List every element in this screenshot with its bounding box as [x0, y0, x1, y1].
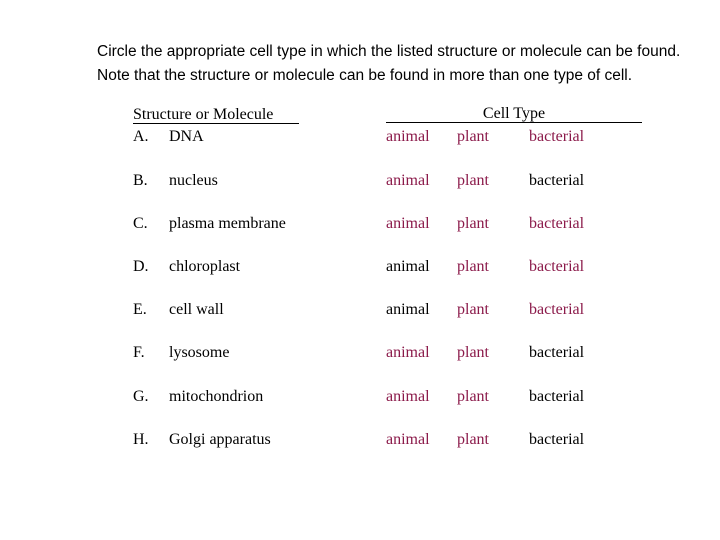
structure-name: Golgi apparatus: [169, 431, 271, 448]
row-letter: A.: [133, 128, 149, 145]
option-animal[interactable]: animal: [386, 128, 430, 145]
table-row-f: [0, 342, 720, 364]
structure-name: lysosome: [169, 344, 230, 361]
option-animal[interactable]: animal: [386, 258, 430, 275]
row-letter: D.: [133, 258, 149, 275]
cell-type-column-header: Cell Type: [386, 106, 642, 123]
structure-name: DNA: [169, 128, 204, 145]
table-row-d: [0, 256, 720, 278]
option-animal[interactable]: animal: [386, 301, 430, 318]
instruction-line-2: Note that the structure or molecule can be found in more than one type of cell.: [97, 67, 633, 84]
structure-name: plasma membrane: [169, 215, 286, 232]
row-letter: C.: [133, 215, 148, 232]
option-plant[interactable]: plant: [457, 344, 489, 361]
option-plant[interactable]: plant: [457, 172, 489, 189]
option-animal[interactable]: animal: [386, 344, 430, 361]
table-row-g: [0, 386, 720, 408]
table-row-h: [0, 429, 720, 451]
row-letter: H.: [133, 431, 149, 448]
table-row-e: [0, 299, 720, 321]
row-letter: F.: [133, 344, 145, 361]
option-plant[interactable]: plant: [457, 431, 489, 448]
option-animal[interactable]: animal: [386, 215, 430, 232]
table-row-a: [0, 126, 720, 148]
option-animal[interactable]: animal: [386, 431, 430, 448]
structure-header-label: Structure or Molecule: [133, 107, 299, 124]
instruction-line-1: Circle the appropriate cell type in which the listed structure or molecule can be found.: [97, 43, 681, 60]
option-plant[interactable]: plant: [457, 215, 489, 232]
instructions: [97, 40, 717, 88]
option-bacterial[interactable]: bacterial: [529, 128, 585, 145]
option-bacterial[interactable]: bacterial: [529, 301, 585, 318]
option-plant[interactable]: plant: [457, 258, 489, 275]
row-letter: B.: [133, 172, 148, 189]
table-row-c: [0, 213, 720, 235]
option-animal[interactable]: animal: [386, 172, 430, 189]
option-bacterial[interactable]: bacterial: [529, 258, 585, 275]
option-bacterial[interactable]: bacterial: [529, 388, 585, 405]
structure-name: cell wall: [169, 301, 224, 318]
option-bacterial[interactable]: bacterial: [529, 215, 585, 232]
structure-column-header: [133, 106, 299, 124]
row-letter: E.: [133, 301, 147, 318]
structure-name: chloroplast: [169, 258, 241, 275]
structure-name: mitochondrion: [169, 388, 264, 405]
option-bacterial[interactable]: bacterial: [529, 344, 585, 361]
option-plant[interactable]: plant: [457, 388, 489, 405]
row-letter: G.: [133, 388, 149, 405]
option-bacterial[interactable]: bacterial: [529, 172, 585, 189]
option-animal[interactable]: animal: [386, 388, 430, 405]
option-plant[interactable]: plant: [457, 301, 489, 318]
structure-name: nucleus: [169, 172, 218, 189]
option-plant[interactable]: plant: [457, 128, 489, 145]
table-row-b: [0, 170, 720, 192]
option-bacterial[interactable]: bacterial: [529, 431, 585, 448]
